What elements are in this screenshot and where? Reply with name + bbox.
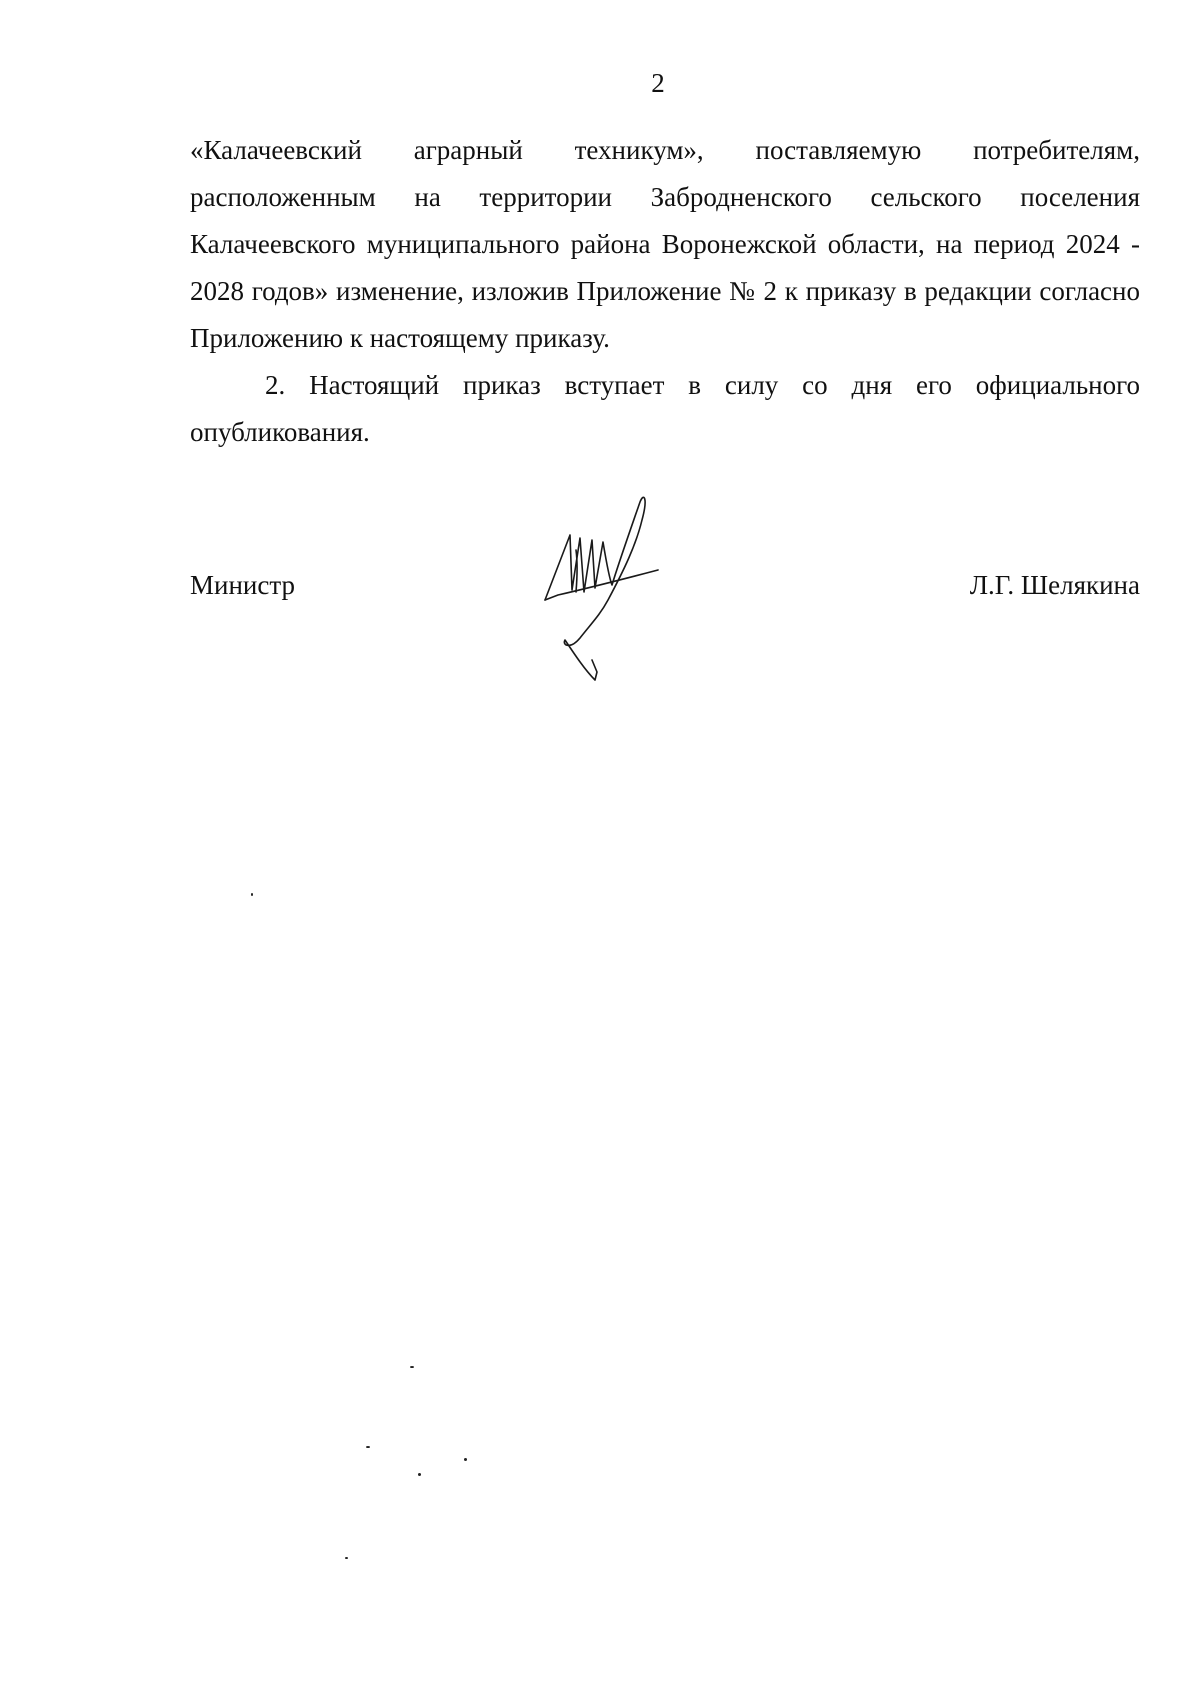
signatory-name: Л.Г. Шелякина [969, 570, 1140, 600]
body-paragraph-1: «Калачеевский аграрный техникум», поставляемую потребителям, расположенным на территории Забродненского сельского поселения Калачеевского муниципального района Воронежской области, на период 2024 - 2028 годов» изменение, изложив Приложение № 2 к приказу в редакции согласно Приложению к настоящему приказу. [190, 135, 1140, 353]
scan-speck [345, 1557, 348, 1559]
scan-speck [464, 1458, 467, 1461]
scan-speck [418, 1473, 421, 1476]
handwritten-signature [540, 490, 660, 690]
position-title: Министр [190, 570, 295, 600]
page-number: 2 [651, 68, 665, 98]
body-paragraph-2: 2. Настоящий приказ вступает в силу со дня его официального опубликования. [190, 370, 1140, 447]
document-body [190, 127, 1140, 456]
scan-speck [410, 1366, 414, 1368]
scan-speck [366, 1446, 370, 1448]
signature-block [190, 570, 1140, 610]
scan-speck [251, 893, 253, 896]
